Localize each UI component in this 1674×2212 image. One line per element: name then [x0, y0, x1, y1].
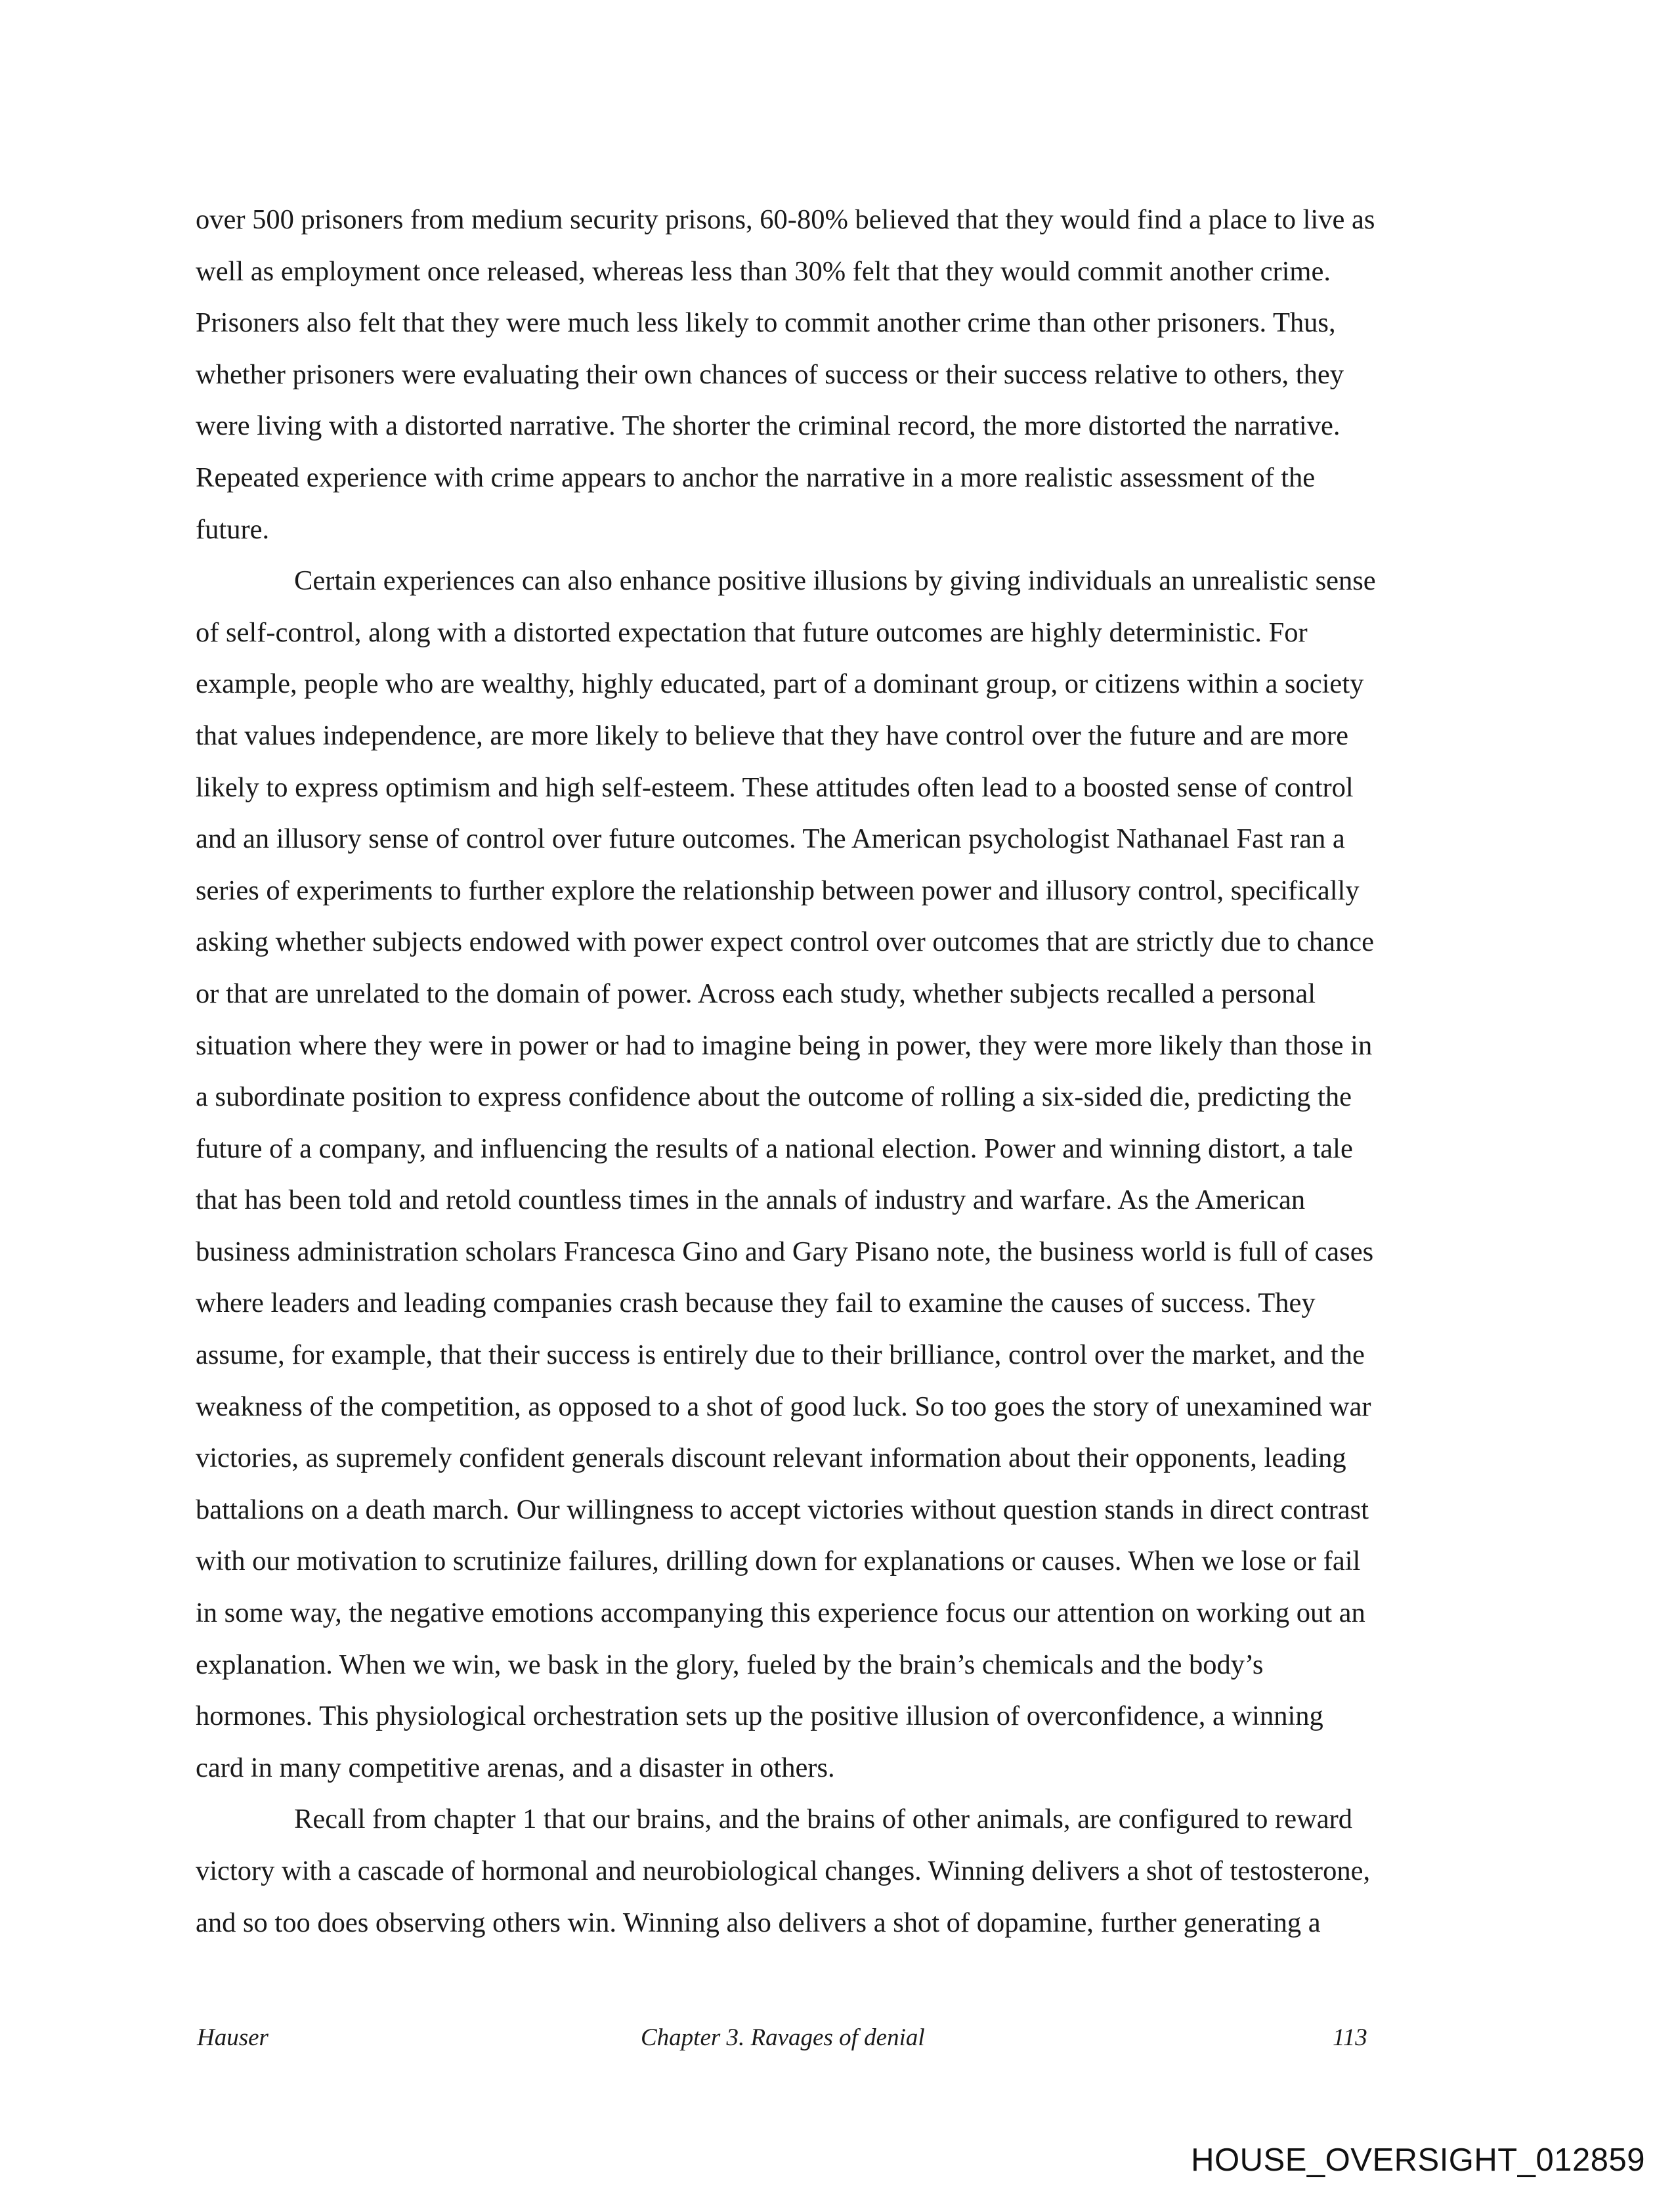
body-line: victories, as supremely confident generals discount relevant information about their opponents, leading — [196, 1442, 1346, 1474]
body-line: card in many competitive arenas, and a disaster in others. — [196, 1752, 835, 1783]
body-line: and so too does observing others win. Winning also delivers a shot of dopamine, further generating a — [196, 1907, 1321, 1938]
body-line: likely to express optimism and high self-esteem. These attitudes often lead to a boosted sense of control — [196, 771, 1354, 803]
body-line: future of a company, and influencing the results of a national election. Power and winning distort, a tale — [196, 1133, 1353, 1164]
body-line: hormones. This physiological orchestration sets up the positive illusion of overconfidence, a winning — [196, 1701, 1323, 1732]
body-line: situation where they were in power or had to imagine being in power, they were more likely than those in — [196, 1030, 1373, 1061]
body-line: Repeated experience with crime appears to anchor the narrative in a more realistic assessment of the — [196, 462, 1316, 493]
body-line: business administration scholars Francesca Gino and Gary Pisano note, the business world is full of cases — [196, 1236, 1374, 1267]
body-line: with our motivation to scrutinize failures, drilling down for explanations or causes. When we lose or fail — [196, 1546, 1361, 1577]
body-line: asking whether subjects endowed with power expect control over outcomes that are strictly due to chance — [196, 926, 1375, 958]
body-line: weakness of the competition, as opposed to a shot of good luck. So too goes the story of unexamined war — [196, 1391, 1371, 1422]
footer-author: Hauser — [197, 2024, 268, 2051]
body-line: victory with a cascade of hormonal and neurobiological changes. Winning delivers a shot of testosterone, — [196, 1855, 1371, 1886]
body-line: whether prisoners were evaluating their own chances of success or their success relative to others, they — [196, 358, 1344, 390]
body-line: series of experiments to further explore the relationship between power and illusory control, specifically — [196, 875, 1360, 906]
body-line: example, people who are wealthy, highly educated, part of a dominant group, or citizens within a society — [196, 668, 1364, 700]
body-line: over 500 prisoners from medium security prisons, 60-80% believed that they would find a place to live as — [196, 204, 1375, 235]
body-line: were living with a distorted narrative. The shorter the criminal record, the more distorted the narrative. — [196, 410, 1341, 442]
body-line: of self-control, along with a distorted expectation that future outcomes are highly deterministic. For — [196, 617, 1308, 648]
footer-chapter-title: Chapter 3. Ravages of denial — [641, 2024, 925, 2051]
page-body — [196, 194, 1476, 1949]
paragraph-first-line: Certain experiences can also enhance positive illusions by giving individuals an unrealistic sense — [294, 565, 1376, 597]
paragraph-first-line: Recall from chapter 1 that our brains, and the brains of other animals, are configured to reward — [294, 1804, 1353, 1835]
body-line: in some way, the negative emotions accompanying this experience focus our attention on working out an — [196, 1597, 1365, 1629]
body-line: or that are unrelated to the domain of power. Across each study, whether subjects recalled a personal — [196, 978, 1316, 1009]
bates-stamp: HOUSE_OVERSIGHT_012859 — [1191, 2142, 1645, 2178]
body-line: that has been told and retold countless times in the annals of industry and warfare. As the American — [196, 1184, 1306, 1216]
body-line: future. — [196, 513, 270, 545]
body-line: well as employment once released, whereas less than 30% felt that they would commit another crime. — [196, 255, 1331, 287]
body-line: battalions on a death march. Our willingness to accept victories without question stands in direct contrast — [196, 1494, 1369, 1525]
body-line: a subordinate position to express confidence about the outcome of rolling a six-sided die, predicting the — [196, 1081, 1352, 1113]
footer-page-number: 113 — [1333, 2024, 1367, 2051]
body-line: that values independence, are more likely to believe that they have control over the future and are more — [196, 720, 1348, 751]
body-line: where leaders and leading companies crash because they fail to examine the causes of success. They — [196, 1288, 1316, 1319]
body-line: assume, for example, that their success is entirely due to their brilliance, control over the market, and the — [196, 1339, 1365, 1371]
body-line: Prisoners also felt that they were much less likely to commit another crime than other prisoners. Thus, — [196, 307, 1336, 339]
body-line: and an illusory sense of control over future outcomes. The American psychologist Nathanael Fast ran a — [196, 823, 1345, 855]
body-line: explanation. When we win, we bask in the glory, fueled by the brain’s chemicals and the body’s — [196, 1649, 1264, 1680]
